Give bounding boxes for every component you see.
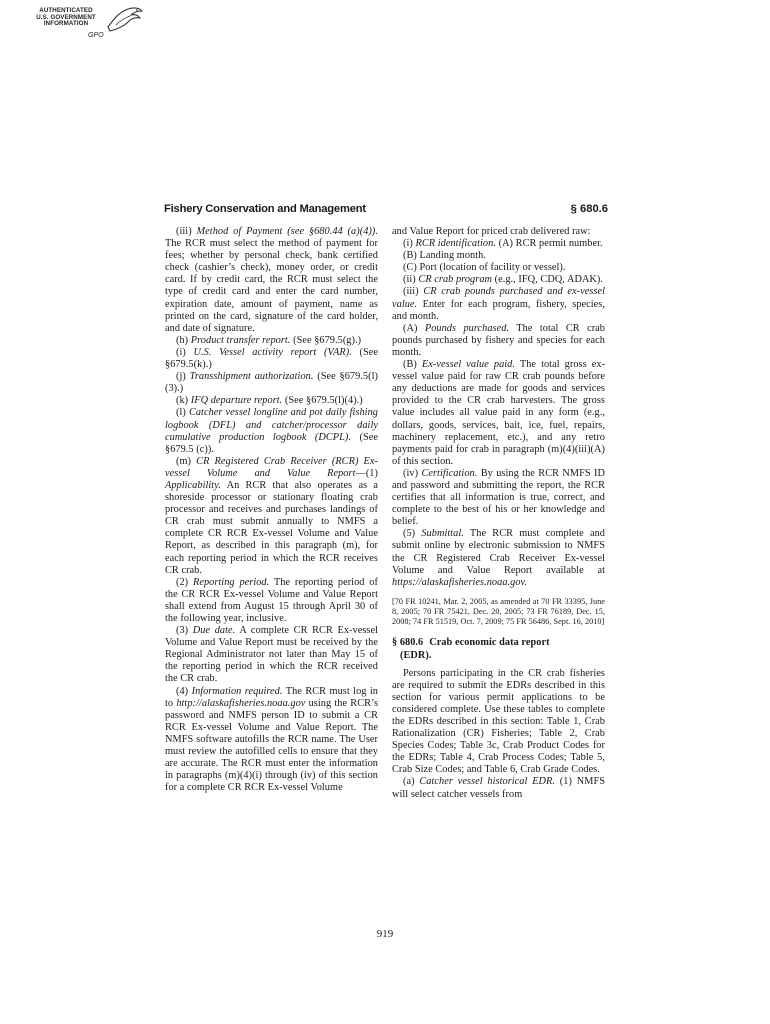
paragraph-text: (l) [176,407,189,419]
page-number: 919 [376,928,394,940]
emphasis-text: CR Registered Crab Receiver (RCR) Ex-vessel Volume and Value Report [165,455,378,479]
emphasis-text: RCR identification. [415,238,496,250]
emphasis-text: https://alaskafisheries.noaa.gov. [392,576,528,588]
emphasis-text: CR crab program [418,274,492,286]
paragraph-text: (h) [176,334,191,346]
paragraph-text: (iii) [403,286,424,298]
emphasis-text: Ex-vessel value paid. [421,359,516,371]
logo-line: INFORMATION [43,20,89,28]
paragraph-text: (a) [403,776,420,788]
paragraph-text: (4) [176,685,192,697]
paragraph-text: (m) [176,455,197,467]
paragraph-text: (iv) [403,467,422,479]
emphasis-text: IFQ departure report. [190,395,283,407]
paragraph [392,776,605,800]
left-column [165,226,378,794]
emphasis-text: Due date. [192,625,236,637]
running-header [164,203,608,219]
header-title: Fishery Conservation and Management [164,203,366,215]
section-heading [392,637,605,661]
paragraph-text: (e.g., IFQ, CDQ, ADAK). [492,274,604,286]
paragraph-text: (A) RCR permit number. [495,238,603,250]
paragraph-text: (k) [176,395,191,407]
logo-line: AUTHENTICATED [39,7,93,14]
emphasis-text: Method of Payment (see §680.44 (a)(4)). [196,226,378,237]
paragraph [392,528,605,588]
paragraph-text: (5) [403,528,422,540]
paragraph [165,347,378,371]
paragraph-text: The RCR must select the method of payment for fees; whether by personal check, bank certified check (cashier’s check), money order, or credit card. If by credit card, the RCR must select the type of credit card and enter the card number, expiration date, amount of payment, name as printed on the card, signature of the card holder, and date of signature. [165,238,378,334]
paragraph [165,395,378,407]
paragraph-text: (ii) [403,274,419,286]
paragraph-text: —(1) [355,467,378,479]
paragraph-text: The RCR must complete and submit online by electronic submission to NMFS the CR Registered Crab Receiver Ex-vessel Volume and Value Report available at [392,528,606,576]
paragraph-text: Enter for each program, fishery, species, and month. [392,298,605,322]
paragraph [165,335,378,347]
paragraph-text: The reporting period of the CR RCR Ex-vessel Volume and Value Report shall extend from August 15 through April 30 of the following year, inclusive. [165,576,378,624]
emphasis-text: Product transfer report. [190,334,291,346]
emphasis-text: Applicability. [165,479,221,491]
logo-gpo: GPO [88,32,104,39]
paragraph-text: (C) Port (location of facility or vessel). [403,262,566,274]
paragraph-text: using the RCR’s password and NMFS person ID to submit a CR RCR Ex-vessel Volume and Value Report. The NMFS software autofills the RCR name. The User must review the autofilled cells to ensure that they are accurate. The RCR must enter the information in paragraphs (m)(4)(i) through (iv) of this section for a complete CR RCR Ex-vessel Volume [165,697,379,794]
paragraph-text: The total gross ex-vessel value paid for raw CR crab pounds before any deductions are made for goods and services provided to the CR crab harvesters. The gross value includes all value paid in any form (e.g., dollars, goods, services, bait, ice, fuel, repairs, machinery replacement, etc.), and any retro payments paid for crab in paragraph (m)(4)(iii)(A) of this section. [392,359,605,467]
paragraph [392,250,605,262]
paragraph-text: (i) [403,238,416,250]
paragraph-text: (2) [176,576,193,588]
paragraph [392,359,605,468]
section-number: § 680.6 [392,637,424,649]
paragraph [165,407,378,455]
paragraph [392,323,605,359]
paragraph-text: By using the RCR NMFS ID and password and submitting the report, the RCR certifies that all information is true, correct, and complete to the best of his or her knowledge and belief. [392,467,605,528]
emphasis-text: Pounds purchased. [424,322,510,334]
right-column [392,226,605,801]
paragraph-text: (i) [176,346,194,358]
paragraph-text: (1) NMFS will select catcher vessels from [392,776,605,800]
emphasis-text: Submittal. [421,528,464,540]
emphasis-text: U.S. Vessel activity report (VAR). [193,346,352,358]
paragraph [392,468,605,528]
paragraph [392,226,605,238]
paragraph [165,686,378,795]
emphasis-text: Information required. [191,685,283,697]
paragraph [392,668,605,777]
paragraph-text: (B) [403,359,422,371]
paragraph [165,226,378,335]
emphasis-text: Catcher vessel historical EDR. [419,776,555,788]
paragraph-text: The total CR crab pounds purchased by fishery and species for each month. [392,322,605,358]
emphasis-text: Reporting period. [192,576,270,588]
paragraph [165,577,378,625]
paragraph-text: and Value Report for priced crab delivered raw: [392,226,591,237]
emphasis-text: CR crab pounds purchased and ex-vessel value. [392,286,605,310]
paragraph-text: (j) [176,371,190,383]
paragraph [392,238,605,250]
paragraph-text: Persons participating in the CR crab fisheries are required to submit the EDRs described in this section for various permit applications to be considered complete. Use these tables to complete the EDRs described in this section: Table 1, Crab Rationalization (CR) Fisheries; Table 2, Crab Species Codes; Table 3c, Crab Product Codes for the EDRs; Table 4, Crab Process Codes; Table 5, Crab Size Codes; and Table 6, Crab Grade Codes. [392,667,605,776]
emphasis-text: Transshipment authorization. [189,371,314,383]
gpo-authentication-logo [26,5,144,49]
paragraph [165,456,378,577]
paragraph [392,286,605,322]
paragraph [392,262,605,274]
source-note: [70 FR 10241, Mar. 2, 2005, as amended at 70 FR 33395, June 8, 2005; 70 FR 75421, Dec. 20, 2005; 73 FR 76189, Dec. 15, 2008; 74 FR 51519, Oct. 7, 2009; 75 FR 56486, Sept. 16, 2010] [392,596,605,627]
emphasis-text: Certification. [421,467,478,479]
paragraph-text: (3) [176,625,193,637]
emphasis-text: Catcher vessel longline and pot daily fishing logbook (DFL) and catcher/processor daily cumulative production logbook (DCPL). [165,407,378,443]
paragraph [165,625,378,685]
paragraph-text: (A) [403,322,425,334]
paragraph-text: (iii) [176,226,197,237]
section-title: Crab economic data report [429,637,550,649]
paragraph [392,274,605,286]
paragraph-text: An RCR that also operates as a shoreside processor or stationary floating crab processor and receives and purchases landings of CR crab must submit annually to NMFS a complete CR RCR Ex-vessel Volume and Value Report, as described in this paragraph (m), for each reporting period in which the RCR receives CR crab. [165,479,378,576]
paragraph-text: (See §679.5(k).) [165,346,378,371]
paragraph-text: (See §679.5 (c)). [165,431,378,455]
paragraph [165,371,378,395]
eagle-icon [104,5,144,35]
paragraph-text: The RCR must log in to [165,685,379,709]
header-section-number: § 680.6 [570,203,608,215]
paragraph-text: (See §679.5(l)(3).) [165,371,378,395]
emphasis-text: http://alaskafisheries.noaa.gov [176,697,306,709]
logo-text [26,8,106,28]
logo-line: U.S. GOVERNMENT [36,13,96,21]
paragraph-text: A complete CR RCR Ex-vessel Volume and Value Report must be received by the Regional Administrator not later than May 15 of the reporting period in which the RCR received the CR crab. [165,625,379,685]
paragraph-text: (See §679.5(l)(4).) [282,395,363,407]
paragraph-text: (See §679.5(g).) [290,334,362,346]
paragraph-text: (B) Landing month. [403,250,486,262]
section-caption: (EDR). [400,649,432,661]
